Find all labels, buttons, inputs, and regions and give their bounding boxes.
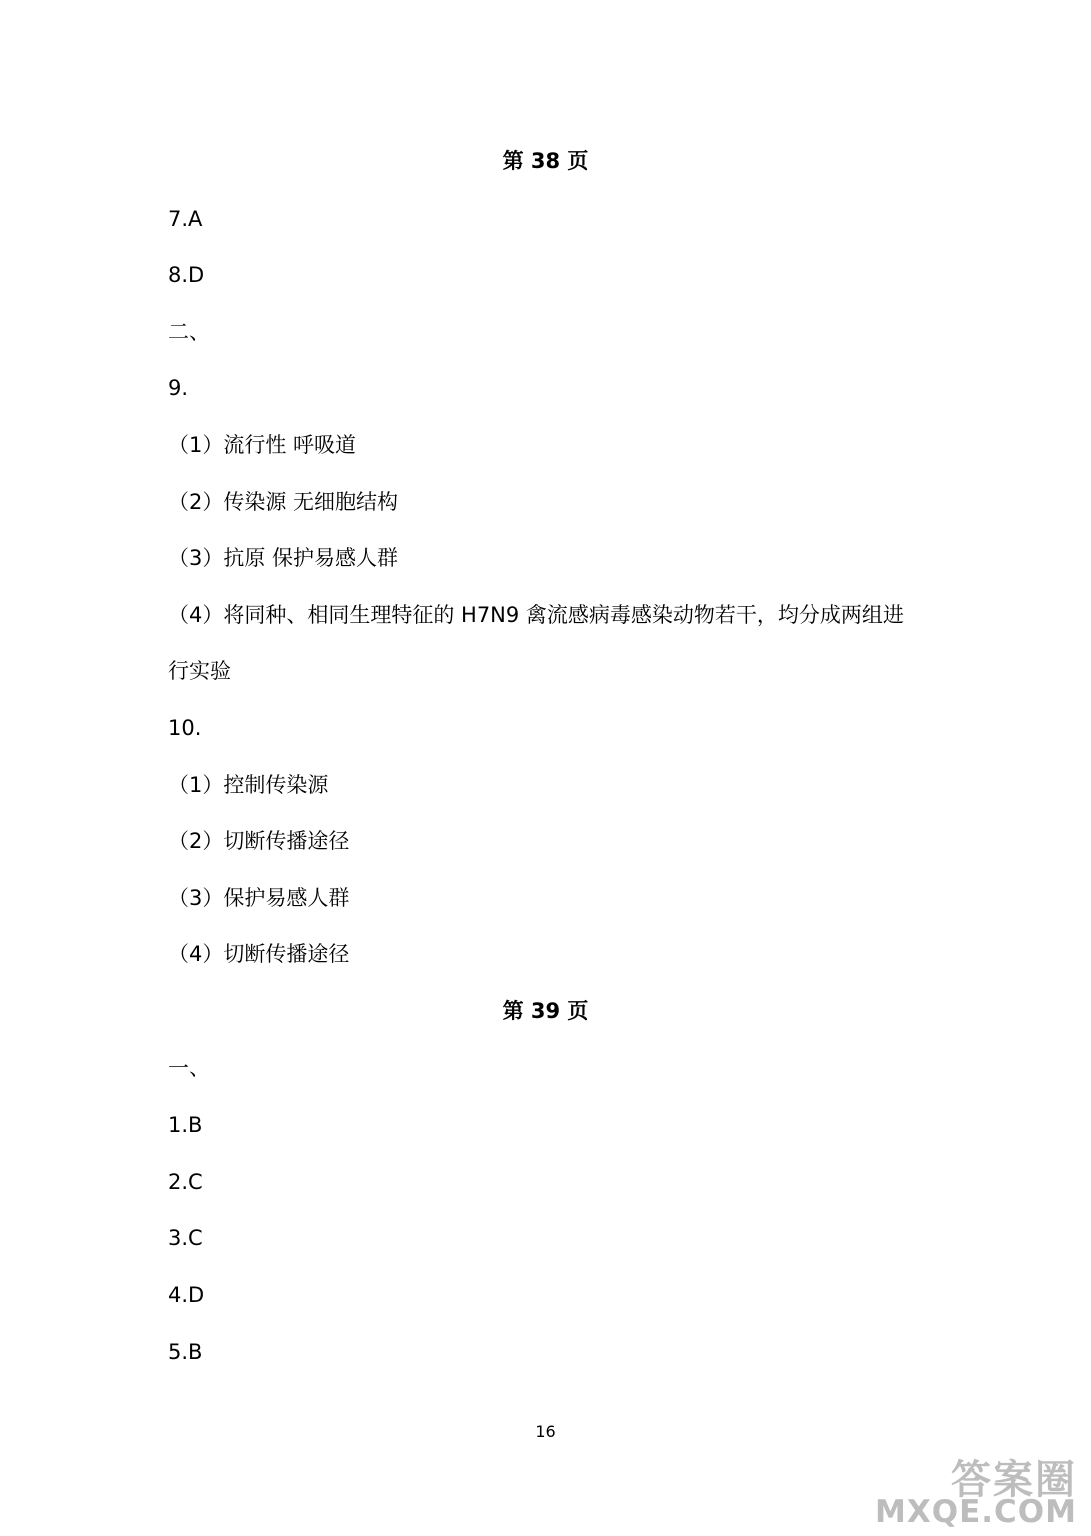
watermark-url: MXQE.COM: [874, 1494, 1077, 1530]
answer-line: 5.B: [168, 1340, 203, 1364]
answer-line: 8.D: [168, 263, 205, 287]
question-number: 10.: [168, 716, 202, 740]
answer-line: 4.D: [168, 1283, 205, 1307]
question-number: 9.: [168, 376, 189, 400]
answer-line: （4）切断传播途径: [168, 942, 350, 966]
answer-line: （1）流行性 呼吸道: [168, 433, 357, 457]
answer-line: （2）传染源 无细胞结构: [168, 490, 399, 514]
answer-line: 1.B: [168, 1113, 203, 1137]
section-label: 二、: [168, 320, 210, 344]
page-39-heading: 第 39 页: [502, 999, 589, 1023]
answer-line: 2.C: [168, 1170, 203, 1194]
answer-line: （2）切断传播途径: [168, 829, 350, 853]
answer-line-continued: 行实验: [168, 659, 231, 683]
page-38-heading: 第 38 页: [502, 149, 589, 173]
answer-line: （3）抗原 保护易感人群: [168, 546, 399, 570]
watermark-logo: 答案圈: [951, 1457, 1077, 1503]
answer-line: 3.C: [168, 1226, 203, 1250]
answer-line: （3）保护易感人群: [168, 886, 350, 910]
answer-line: （1）控制传染源: [168, 773, 329, 797]
answer-line: （4）将同种、相同生理特征的 H7N9 禽流感病毒感染动物若干，均分成两组进: [168, 603, 904, 627]
page-number: 16: [535, 1422, 556, 1441]
answer-line: 7.A: [168, 207, 203, 231]
section-label: 一、: [168, 1056, 210, 1080]
